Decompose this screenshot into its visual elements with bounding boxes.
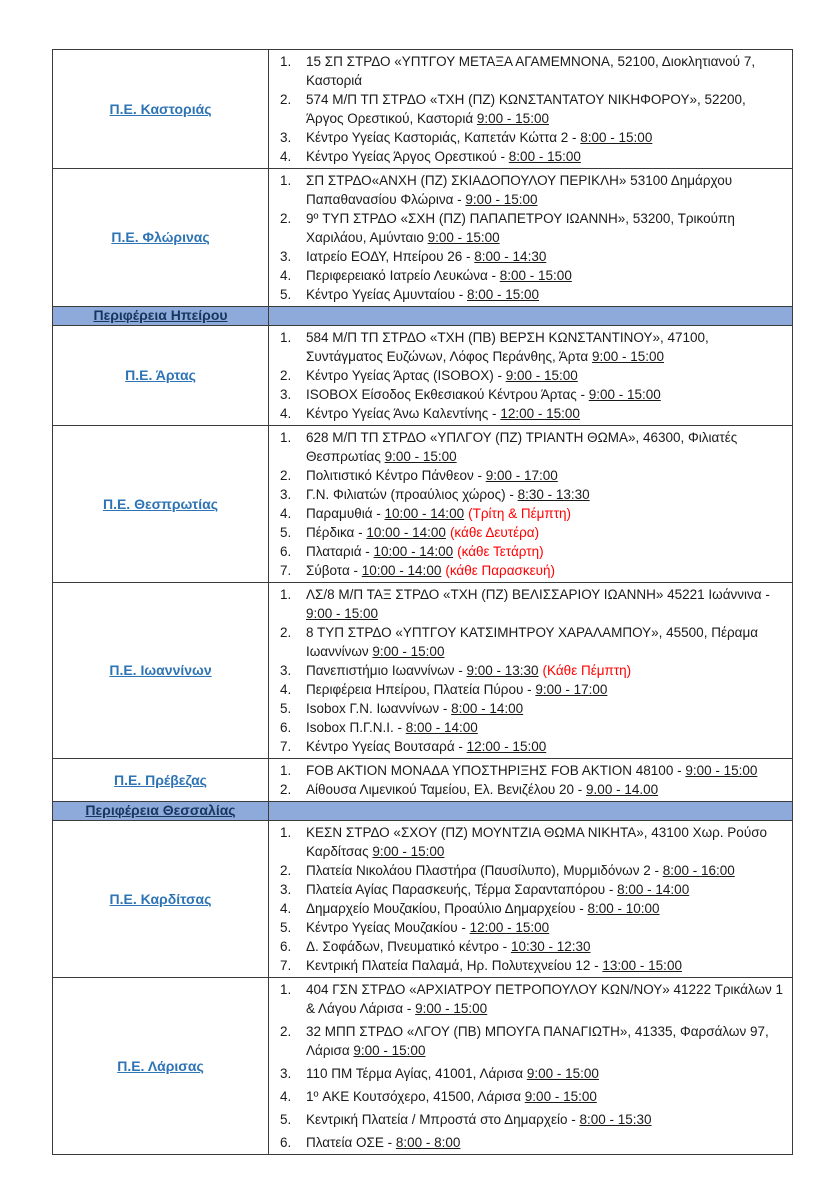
list-item-number: 1.	[280, 173, 292, 188]
list-item	[269, 404, 786, 423]
list-item-number: 5.	[280, 287, 292, 302]
region-name-cell	[53, 821, 269, 978]
list-item-number: 2.	[280, 625, 292, 640]
list-item-number: 6.	[280, 939, 292, 954]
region-name-cell	[53, 50, 269, 169]
location-text: Πανεπιστήμιο Ιωαννίνων -	[306, 663, 467, 678]
region-link[interactable]: Π.Ε. Πρέβεζας	[114, 771, 207, 788]
hours-text: 8:00 - 15:00	[580, 130, 653, 145]
list-item	[269, 90, 786, 128]
hours-text: 8:00 - 15:00	[467, 287, 540, 302]
location-text: Πέρδικα -	[306, 525, 367, 540]
location-text: 32 ΜΠΠ ΣΤΡΔΟ «ΛΓΟΥ (ΠΒ) ΜΠΟΥΓΑ ΠΑΝΑΓΙΩΤΗ», 41335, Φαρσάλων 97, Λάρισα	[306, 1024, 769, 1058]
list-item-number: 1.	[280, 763, 292, 778]
list-item-number: 2.	[280, 211, 292, 226]
section-empty-cell	[269, 802, 793, 821]
list-item	[269, 937, 786, 956]
list-item-number: 4.	[280, 506, 292, 521]
list-item	[269, 880, 786, 899]
list-item	[269, 623, 786, 661]
hours-text: 13:00 - 15:00	[602, 958, 682, 973]
location-text: Κέντρο Υγείας Μουζακίου -	[306, 920, 470, 935]
location-text: Κέντρο Υγείας Άργος Ορεστικού -	[306, 149, 509, 164]
hours-text: 9:00 - 15:00	[427, 230, 500, 245]
list-item	[269, 561, 786, 580]
list-item-number: 6.	[280, 544, 292, 559]
list-item	[269, 861, 786, 880]
location-text: Πλαταριά -	[306, 544, 374, 559]
list-item	[269, 171, 786, 209]
list-item-number: 5.	[280, 701, 292, 716]
list-item-number: 3.	[280, 249, 292, 264]
list-item	[269, 504, 786, 523]
list-item	[269, 1110, 786, 1129]
hours-text: 8:30 - 13:30	[517, 487, 590, 502]
locations-list-cell	[269, 821, 793, 978]
section-title-cell	[53, 307, 269, 326]
region-link[interactable]: Π.Ε. Φλώρινας	[111, 229, 210, 245]
list-item-number: 3.	[280, 882, 292, 897]
hours-text: 10:00 - 14:00	[373, 544, 454, 559]
list-item-number: 1.	[280, 825, 292, 840]
hours-text: 12:00 - 15:00	[500, 406, 580, 421]
locations-list-cell	[269, 583, 793, 759]
hours-text: 9:00 - 15:00	[526, 1066, 599, 1081]
location-text: 15 ΣΠ ΣΤΡΔΟ «ΥΠΤΓΟΥ ΜΕΤΑΞΑ ΑΓΑΜΕΜΝΟΝΑ, 52100, Διοκλητιανού 7, Καστοριά	[306, 54, 756, 88]
hours-text: 9:00 - 15:00	[476, 111, 549, 126]
list-item	[269, 585, 786, 623]
location-text: Σύβοτα -	[306, 563, 362, 578]
list-item-number: 1.	[280, 587, 292, 602]
list-item	[269, 523, 786, 542]
list-item	[269, 266, 786, 285]
list-item-number: 4.	[280, 149, 292, 164]
location-text: Κέντρο Υγείας Άνω Καλεντίνης -	[306, 406, 501, 421]
list-item	[269, 980, 786, 1018]
location-text: Περιφέρεια Ηπείρου, Πλατεία Πύρου -	[306, 682, 536, 697]
day-note-text: (κάθε Δευτέρα)	[449, 525, 540, 540]
list-item	[269, 1133, 786, 1152]
locations-table-container	[52, 49, 792, 1155]
list-item-number: 2.	[280, 1024, 292, 1039]
section-header-row	[53, 802, 793, 821]
list-item-number: 3.	[280, 487, 292, 502]
locations-list-cell	[269, 169, 793, 307]
list-item-number: 1.	[280, 54, 292, 69]
list-item-number: 4.	[280, 682, 292, 697]
hours-text: 9:00 - 17:00	[535, 682, 608, 697]
region-row	[53, 759, 793, 802]
list-item	[269, 52, 786, 90]
location-text: 574 Μ/Π ΤΠ ΣΤΡΔΟ «ΤΧΗ (ΠΖ) ΚΩΝΣΤΑΝΤΑΤΟΥ ΝΙΚΗΦΟΡΟΥ», 52200, Άργος Ορεστικού, Καστοριά	[306, 92, 746, 126]
list-item-number: 2.	[280, 782, 292, 797]
location-text: Κεντρική Πλατεία Παλαμά, Ηρ. Πολυτεχνείου 12 -	[306, 958, 603, 973]
location-text: Κέντρο Υγείας Καστοριάς, Καπετάν Κώττα 2 -	[306, 130, 581, 145]
location-text: 8 ΤΥΠ ΣΤΡΔΟ «ΥΠΤΓΟΥ ΚΑΤΣΙΜΗΤΡΟΥ ΧΑΡΑΛΑΜΠΟΥ», 45500, Πέραμα Ιωαννίνων	[306, 625, 759, 659]
region-link[interactable]: Π.Ε. Ιωαννίνων	[109, 662, 212, 678]
location-text: Isobox Π.Γ.Ν.Ι. -	[306, 720, 406, 735]
region-link[interactable]: Π.Ε. Λάρισας	[117, 1057, 204, 1074]
hours-text: 8:00 - 10:00	[587, 901, 660, 916]
hours-text: 8:00 - 8:00	[395, 1135, 461, 1150]
location-text: ΚΕΣΝ ΣΤΡΔΟ «ΣΧΟΥ (ΠΖ) ΜΟΥΝΤΖΙΑ ΘΩΜΑ ΝΙΚΗΤΑ», 43100 Χωρ. Ρούσο Καρδίτσας	[306, 825, 768, 859]
location-text: 584 Μ/Π ΤΠ ΣΤΡΔΟ «ΤΧΗ (ΠΒ) ΒΕΡΣΗ ΚΩΝΣΤΑΝΤΙΝΟΥ», 47100, Συντάγματος Ευζώνων, Λόφος Περάνθης, Άρτα	[306, 330, 709, 364]
list-item	[269, 542, 786, 561]
hours-text: 8:00 - 14:00	[451, 701, 524, 716]
list-item	[269, 680, 786, 699]
list-item-number: 7.	[280, 563, 292, 578]
list-item	[269, 718, 786, 737]
list-item-number: 6.	[280, 1135, 292, 1150]
location-text: ΣΠ ΣΤΡΔΟ«ΑΝΧΗ (ΠΖ) ΣΚΙΑΔΟΠΟΥΛΟΥ ΠΕΡΙΚΛΗ» 53100 Δημάρχου Παπαθανασίου Φλώρινα -	[306, 173, 733, 207]
hours-text: 9:00 - 15:00	[415, 1001, 488, 1016]
hours-text: 9:00 - 15:00	[372, 644, 445, 659]
location-text: 9º ΤΥΠ ΣΤΡΔΟ «ΣΧΗ (ΠΖ) ΠΑΠΑΠΕΤΡΟΥ ΙΩΑΝΝΗ», 53200, Τρικούπη Χαριλάου, Αμύνταιο	[306, 211, 735, 245]
location-text: 628 Μ/Π ΤΠ ΣΤΡΔΟ «ΥΠΛΓΟΥ (ΠΖ) ΤΡΙΑΝΤΗ ΘΩΜΑ», 46300, Φιλιατές Θεσπρωτίας	[306, 430, 738, 464]
hours-text: 9:00 - 15:00	[588, 387, 661, 402]
location-text: Παραμυθιά -	[306, 506, 385, 521]
region-row	[53, 169, 793, 307]
hours-text: 8:00 - 15:00	[508, 149, 581, 164]
location-text: Δ. Σοφάδων, Πνευματικό κέντρο -	[306, 939, 511, 954]
list-item-number: 5.	[280, 1112, 292, 1127]
location-text: Isobox Γ.Ν. Ιωαννίνων -	[306, 701, 452, 716]
hours-text: 10:00 - 14:00	[361, 563, 442, 578]
hours-text: 8:00 - 16:00	[662, 863, 735, 878]
list-item-number: 1.	[280, 430, 292, 445]
region-row	[53, 978, 793, 1155]
location-text: 110 ΠΜ Τέρμα Αγίας, 41001, Λάρισα	[306, 1066, 527, 1081]
region-row	[53, 50, 793, 169]
hours-text: 9:00 - 15:00	[524, 1089, 597, 1104]
list-item	[269, 428, 786, 466]
hours-text: 9.00 - 14.00	[586, 782, 659, 797]
list-item	[269, 1064, 786, 1083]
hours-text: 9:00 - 15:00	[384, 449, 457, 464]
region-link[interactable]: Π.Ε. Άρτας	[125, 367, 196, 383]
location-text: Ιατρείο ΕΟΔΥ, Ηπείρου 26 -	[306, 249, 475, 264]
list-item-number: 2.	[280, 92, 292, 107]
day-note-text: (Τρίτη & Πέμπτη)	[468, 506, 572, 521]
section-title-cell	[53, 802, 269, 821]
list-item-number: 5.	[280, 920, 292, 935]
region-row	[53, 821, 793, 978]
hours-text: 9:00 - 15:00	[591, 349, 665, 364]
hours-text: 12:00 - 15:00	[469, 920, 550, 935]
location-text: Πλατεία Αγίας Παρασκευής, Τέρμα Σαρανταπόρου -	[306, 882, 618, 897]
list-item-number: 2.	[280, 368, 292, 383]
location-text: Πλατεία ΟΣΕ -	[306, 1135, 396, 1150]
list-item	[269, 661, 786, 680]
list-item-number: 4.	[280, 268, 292, 283]
region-link[interactable]: Π.Ε. Καρδίτσας	[109, 890, 212, 907]
section-header-row	[53, 307, 793, 326]
list-item-number: 4.	[280, 901, 292, 916]
list-item-number: 2.	[280, 468, 292, 483]
day-note-text: (κάθε Τετάρτη)	[457, 544, 544, 559]
hours-text: 9:00 - 15:00	[465, 192, 538, 207]
location-text: 404 ΓΣΝ ΣΤΡΔΟ «ΑΡΧΙΑΤΡΟΥ ΠΕΤΡΟΠΟΥΛΟΥ ΚΩΝ/ΝΟΥ» 41222 Τρικάλων 1 & Λάγου Λάρισα -	[306, 982, 784, 1016]
list-item-number: 3.	[280, 663, 292, 678]
list-item-number: 3.	[280, 1066, 292, 1081]
list-item	[269, 761, 786, 780]
list-item-number: 1.	[280, 982, 292, 997]
list-item	[269, 737, 786, 756]
location-text: Πολιτιστικό Κέντρο Πάνθεον -	[306, 468, 486, 483]
table-body	[53, 50, 793, 1155]
region-row	[53, 326, 793, 426]
list-item	[269, 385, 786, 404]
hours-text: 10:00 - 14:00	[366, 525, 446, 540]
hours-text: 12:00 - 15:00	[466, 739, 547, 754]
location-text: Δημαρχείο Μουζακίου, Προαύλιο Δημαρχείου -	[306, 901, 588, 916]
locations-list-cell	[269, 426, 793, 583]
hours-text: 9:00 - 13:30	[466, 663, 539, 678]
list-item-number: 3.	[280, 387, 292, 402]
location-text: ΛΣ/8 Μ/Π ΤΑΞ ΣΤΡΔΟ «ΤΧΗ (ΠΖ) ΒΕΛΙΣΣΑΡΙΟΥ ΙΩΑΝΝΗ» 45221 Ιωάννινα -	[306, 587, 770, 602]
section-empty-cell	[269, 307, 793, 326]
list-item	[269, 899, 786, 918]
location-text: Πλατεία Νικολάου Πλαστήρα (Παυσίλυπο), Μυρμιδόνων 2 -	[306, 863, 663, 878]
list-item	[269, 285, 786, 304]
hours-text: 10:00 - 14:00	[384, 506, 465, 521]
list-item	[269, 1087, 786, 1106]
region-row	[53, 583, 793, 759]
location-text: FOB AKTION ΜΟΝΑΔΑ ΥΠΟΣΤΗΡΙΞΗΣ FOB AKTION 48100 -	[306, 763, 686, 778]
locations-list-cell	[269, 326, 793, 426]
hours-text: 9:00 - 15:00	[372, 844, 445, 859]
hours-text: 8:00 - 15:00	[499, 268, 572, 283]
list-item-number: 1.	[280, 330, 292, 345]
list-item-number: 7.	[280, 739, 292, 754]
hours-text: 9:00 - 17:00	[485, 468, 558, 483]
list-item-number: 7.	[280, 958, 292, 973]
list-item-number: 6.	[280, 720, 292, 735]
hours-text: 8:00 - 14:00	[405, 720, 478, 735]
locations-list-cell	[269, 978, 793, 1155]
list-item	[269, 466, 786, 485]
list-item	[269, 699, 786, 718]
list-item	[269, 956, 786, 975]
region-link[interactable]: Π.Ε. Καστοριάς	[109, 100, 212, 117]
list-item	[269, 247, 786, 266]
location-text: ISOBOX Είσοδος Εκθεσιακού Κέντρου Άρτας -	[306, 387, 589, 402]
region-name-cell	[53, 169, 269, 307]
list-item	[269, 485, 786, 504]
list-item-number: 2.	[280, 863, 292, 878]
locations-list-cell	[269, 759, 793, 802]
list-item	[269, 209, 786, 247]
location-text: Κέντρο Υγείας Βουτσαρά -	[306, 739, 467, 754]
location-text: Κεντρική Πλατεία / Μπροστά στο Δημαρχείο -	[306, 1112, 580, 1127]
location-text: Περιφερειακό Ιατρείο Λευκώνα -	[306, 268, 500, 283]
region-name-cell	[53, 583, 269, 759]
list-item	[269, 1022, 786, 1060]
location-text: 1º ΑΚΕ Κουτσόχερο, 41500, Λάρισα	[306, 1089, 525, 1104]
region-name-cell	[53, 326, 269, 426]
region-row	[53, 426, 793, 583]
list-item	[269, 366, 786, 385]
region-name-cell	[53, 978, 269, 1155]
region-link[interactable]: Π.Ε. Θεσπρωτίας	[102, 495, 219, 512]
hours-text: 8:00 - 14:30	[474, 249, 547, 264]
hours-text: 9:00 - 15:00	[353, 1043, 426, 1058]
hours-text: 10:30 - 12:30	[510, 939, 591, 954]
list-item-number: 4.	[280, 406, 292, 421]
list-item-number: 3.	[280, 130, 292, 145]
list-item-number: 4.	[280, 1089, 292, 1104]
list-item-number: 5.	[280, 525, 292, 540]
day-note-text: (Κάθε Πέμπτη)	[542, 663, 632, 678]
hours-text: 9:00 - 15:00	[505, 368, 578, 383]
region-name-cell	[53, 426, 269, 583]
hours-text: 9:00 - 15:00	[685, 763, 758, 778]
locations-table	[52, 49, 793, 1155]
list-item	[269, 780, 786, 799]
section-title[interactable]: Περιφέρεια Ηπείρου	[93, 307, 228, 323]
section-title[interactable]: Περιφέρεια Θεσσαλίας	[85, 802, 236, 818]
list-item	[269, 823, 786, 861]
list-item	[269, 328, 786, 366]
list-item	[269, 128, 786, 147]
location-text: Γ.Ν. Φιλιατών (προαύλιος χώρος) -	[306, 487, 518, 502]
location-text: Κέντρο Υγείας Άρτας (ISOBOX) -	[306, 368, 506, 383]
day-note-text: (κάθε Παρασκευή)	[445, 563, 556, 578]
hours-text: 8:00 - 14:00	[617, 882, 690, 897]
region-name-cell	[53, 759, 269, 802]
location-text: Αίθουσα Λιμενικού Ταμείου, Ελ. Βενιζέλου 20 -	[306, 782, 587, 797]
location-text: Κέντρο Υγείας Αμυνταίου -	[306, 287, 467, 302]
list-item	[269, 147, 786, 166]
hours-text: 8:00 - 15:30	[579, 1112, 652, 1127]
hours-text: 9:00 - 15:00	[306, 606, 379, 621]
list-item	[269, 918, 786, 937]
locations-list-cell	[269, 50, 793, 169]
